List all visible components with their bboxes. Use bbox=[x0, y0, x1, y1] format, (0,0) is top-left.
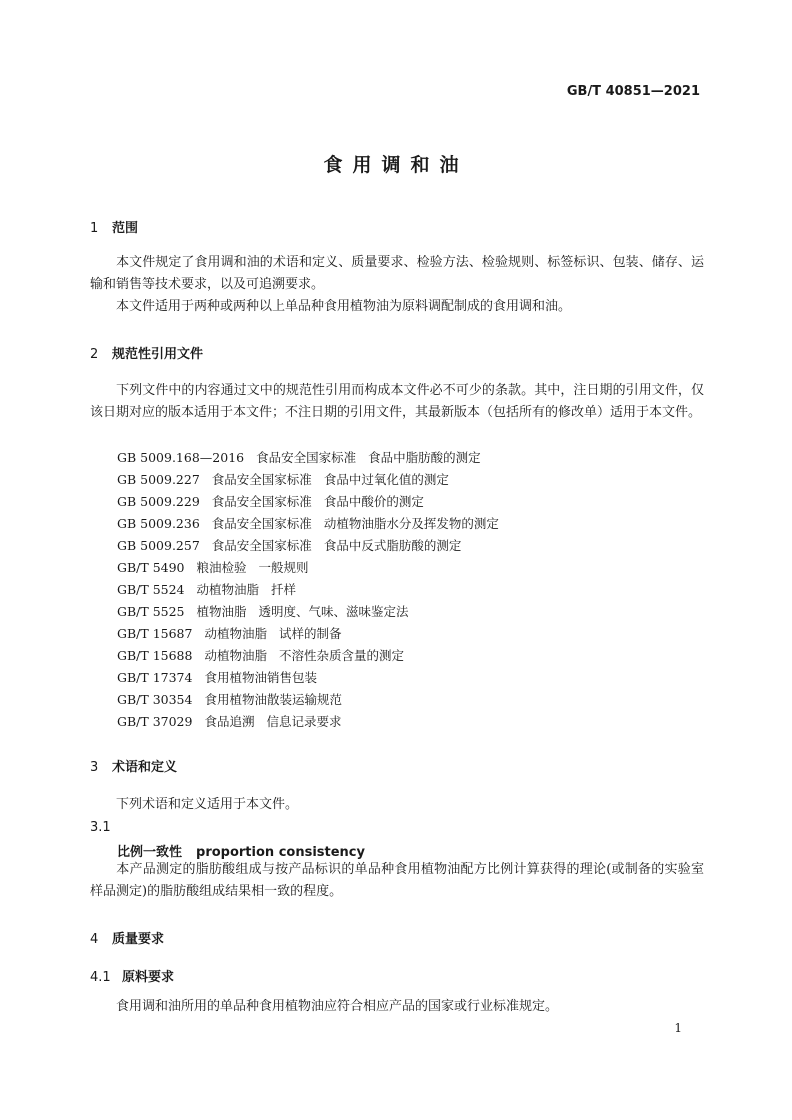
section-2-heading bbox=[90, 343, 203, 362]
section-1-title: 范围 bbox=[112, 221, 139, 236]
reference-code: GB/T 5490 bbox=[117, 560, 185, 575]
reference-code: GB/T 15688 bbox=[117, 648, 193, 663]
reference-subtitle: 信息记录要求 bbox=[266, 714, 342, 729]
reference-name: 食品安全国家标准 bbox=[211, 516, 312, 531]
term-entry bbox=[117, 841, 365, 860]
reference-item bbox=[117, 536, 461, 554]
reference-subtitle: 食品中过氧化值的测定 bbox=[323, 472, 449, 487]
reference-subtitle: 扦样 bbox=[271, 582, 297, 597]
section-4-number: 4 bbox=[90, 932, 99, 947]
section-1-number: 1 bbox=[90, 221, 99, 236]
reference-item bbox=[117, 558, 309, 576]
reference-name: 植物油脂 bbox=[196, 604, 247, 619]
reference-name: 食用植物油销售包装 bbox=[204, 670, 317, 685]
reference-name: 动植物油脂 bbox=[204, 648, 267, 663]
reference-item bbox=[117, 470, 449, 488]
reference-name: 动植物油脂 bbox=[204, 626, 267, 641]
section-4-heading bbox=[90, 928, 164, 947]
reference-subtitle: 动植物油脂水分及挥发物的测定 bbox=[323, 516, 499, 531]
reference-item bbox=[117, 492, 424, 510]
section-2-intro-text: 下列文件中的内容通过文中的规范性引用而构成本文件必不可少的条款。其中，注日期的引用文件，仅该日期对应的版本适用于本文件；不注日期的引用文件，其最新版本（包括所有的修改单）适用于本文件。 bbox=[90, 383, 704, 420]
reference-name: 食品安全国家标准 bbox=[256, 450, 357, 465]
section-4-paragraph-1-text: 食用调和油所用的单品种食用植物油应符合相应产品的国家或行业标准规定。 bbox=[116, 999, 559, 1014]
term-chinese: 比例一致性 bbox=[117, 845, 183, 860]
subsection-4-1-heading bbox=[90, 966, 174, 985]
reference-item bbox=[117, 690, 342, 708]
reference-code: GB/T 30354 bbox=[117, 692, 193, 707]
reference-name: 食品安全国家标准 bbox=[211, 472, 312, 487]
reference-item bbox=[117, 646, 404, 664]
term-english: proportion consistency bbox=[196, 845, 365, 860]
section-3-heading bbox=[90, 756, 177, 775]
standard-number: GB/T 40851—2021 bbox=[566, 84, 700, 99]
term-definition-text: 本产品测定的脂肪酸组成与按产品标识的单品种食用植物油配方比例计算获得的理论(或制备的实验室样品测定)的脂肪酸组成结果相一致的程度。 bbox=[90, 862, 704, 899]
reference-code: GB/T 5524 bbox=[117, 582, 185, 597]
term-number: 3.1 bbox=[90, 820, 111, 835]
reference-code: GB 5009.257 bbox=[117, 538, 200, 553]
reference-item bbox=[117, 448, 481, 466]
reference-subtitle: 一般规则 bbox=[258, 560, 309, 575]
section-1-paragraph-1-text: 本文件规定了食用调和油的术语和定义、质量要求、检验方法、检验规则、标签标识、包装、储存、运输和销售等技术要求，以及可追溯要求。 bbox=[90, 255, 704, 292]
reference-item bbox=[117, 624, 342, 642]
reference-name: 粮油检验 bbox=[196, 560, 247, 575]
reference-code: GB 5009.236 bbox=[117, 516, 200, 531]
reference-item bbox=[117, 580, 296, 598]
reference-code: GB 5009.229 bbox=[117, 494, 200, 509]
reference-code: GB/T 37029 bbox=[117, 714, 193, 729]
reference-code: GB/T 17374 bbox=[117, 670, 193, 685]
section-3-intro bbox=[90, 794, 704, 816]
reference-subtitle: 试样的制备 bbox=[278, 626, 342, 641]
reference-item bbox=[117, 712, 342, 730]
section-2-number: 2 bbox=[90, 347, 99, 362]
reference-name: 食用植物油散装运输规范 bbox=[204, 692, 342, 707]
reference-name: 食品安全国家标准 bbox=[211, 538, 312, 553]
section-3-intro-text: 下列术语和定义适用于本文件。 bbox=[116, 797, 299, 812]
reference-name: 食品安全国家标准 bbox=[211, 494, 312, 509]
reference-item bbox=[117, 602, 409, 620]
section-1-heading bbox=[90, 217, 138, 236]
reference-name: 食品追溯 bbox=[204, 714, 255, 729]
reference-item bbox=[117, 668, 317, 686]
reference-code: GB 5009.227 bbox=[117, 472, 200, 487]
reference-subtitle: 食品中脂肪酸的测定 bbox=[368, 450, 481, 465]
page-number: 1 bbox=[674, 1021, 682, 1035]
reference-subtitle: 食品中酸价的测定 bbox=[323, 494, 424, 509]
reference-code: GB/T 5525 bbox=[117, 604, 185, 619]
section-2-intro bbox=[90, 380, 704, 424]
reference-name: 动植物油脂 bbox=[196, 582, 260, 597]
term-definition bbox=[90, 859, 704, 903]
section-3-number: 3 bbox=[90, 760, 99, 775]
section-4-paragraph-1 bbox=[90, 996, 704, 1018]
reference-code: GB/T 15687 bbox=[117, 626, 193, 641]
document-title: 食用调和油 bbox=[323, 154, 469, 176]
section-1-paragraph-2 bbox=[90, 296, 704, 318]
section-1-paragraph-1 bbox=[90, 252, 704, 296]
reference-subtitle: 透明度、气味、滋味鉴定法 bbox=[258, 604, 409, 619]
section-3-title: 术语和定义 bbox=[112, 760, 178, 775]
section-2-title: 规范性引用文件 bbox=[112, 347, 204, 362]
reference-code: GB 5009.168—2016 bbox=[117, 450, 245, 465]
subsection-4-1-number: 4.1 bbox=[90, 970, 111, 985]
reference-subtitle: 食品中反式脂肪酸的测定 bbox=[323, 538, 462, 553]
section-1-paragraph-2-text: 本文件适用于两种或两种以上单品种食用植物油为原料调配制成的食用调和油。 bbox=[116, 299, 572, 314]
section-4-title: 质量要求 bbox=[112, 932, 165, 947]
reference-item bbox=[117, 514, 499, 532]
reference-subtitle: 不溶性杂质含量的测定 bbox=[278, 648, 404, 663]
subsection-4-1-title: 原料要求 bbox=[122, 970, 175, 985]
